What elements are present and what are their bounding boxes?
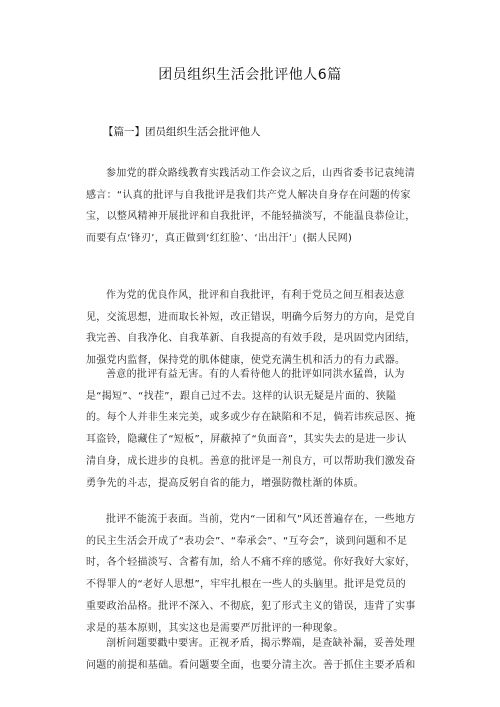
paragraph: 参加党的群众路线教育实践活动工作会议之后，山西省委书记袁纯清感言：“认真的批评与自我批评是我们共产党人解决自身存在问题的传家宝，以整风精神开展批评和自我批评，不能轻描淡写，不能温良恭俭让，而要有点‘锋刃’，真正做到‘红红脸’、‘出出汗’」(据人民网) bbox=[86, 168, 416, 245]
paragraph: 批评不能流于表面。当前，党内“一团和气”风还普遍存在，一些地方的民主生活会开成了“表功会”、“奉承会”、“互夸会”，谈到问题和不足时，各个轻描淡写、含蓄有加，给人不痛不痒的感觉。你好我好大家好，不得罪人的“老好人思想”，牢牢扎根在一些人的头脑里。批评是党员的重要政治品格。批评不深入、不彻底，犯了形式主义的错误，违背了实事求是的基本原则，其实这也是需要严厉批评的一种现象。 bbox=[86, 514, 416, 634]
page-title: 团员组织生活会批评他人6篇 bbox=[158, 67, 342, 83]
paragraph: 善意的批评有益无害。有的人看待他人的批评如同洪水猛兽，认为是“揭短”、“找茬”，跟自己过不去。这样的认识无疑是片面的、狭隘的。每个人并非生来完美，或多或少存在缺陷和不足，倘若讳疾忌医、掩耳盗铃，隐藏住了“短板”，屏蔽掉了“负面音”，其实失去的是进一步认清自身，成长进步的良机。善意的批评是一剂良方，可以帮助我们激发奋勇争先的斗志，提高反躬自省的能力，增强防微杜渐的体质。 bbox=[86, 369, 416, 489]
paragraph: 剖析问题要戳中要害。正视矛盾，揭示弊端，是查缺补漏，妥善处理问题的前提和基础。看问题要全面，也要分清主次。善于抓住主要矛盾和 bbox=[86, 638, 416, 671]
paragraph: 作为党的优良作风，批评和自我批评，有利于党员之间互相表达意见，交流思想，进而取长补短，改正错误，明确今后努力的方向，是党自我完善、自我净化、自我革新、自我提高的有效手段，是巩固党内团结，加强党内监督，保持党的肌体健康，使党充满生机和活力的有力武器。 bbox=[86, 290, 416, 367]
section-heading: 【篇一】团员组织生活会批评他人 bbox=[103, 126, 261, 138]
